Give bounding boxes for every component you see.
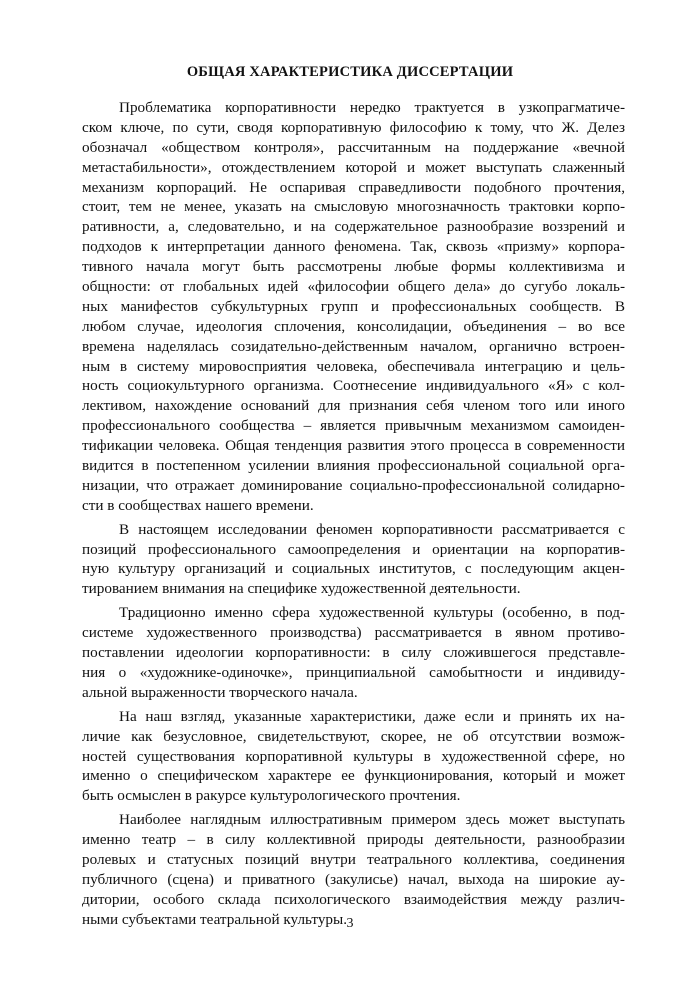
text-line: любом случае, идеология сплочения, консолидации, объединения – во все bbox=[82, 317, 625, 335]
text-line: подходов к интерпретации данного феномена. Так, сквозь «призму» корпора- bbox=[82, 238, 625, 256]
text-line: ния о «художнике-одиночке», принципиальной самобытности и индивиду- bbox=[82, 663, 625, 681]
text-line: метастабильности», отождествлением которой и может выступать слаженный bbox=[82, 158, 625, 176]
paragraph bbox=[82, 810, 625, 929]
text-line: именно театр – в силу коллективной природы деятельности, разнообразии bbox=[82, 831, 625, 849]
text-line: ных манифестов субкультурных групп и профессиональных сообществ. В bbox=[82, 297, 625, 315]
page-title: ОБЩАЯ ХАРАКТЕРИСТИКА ДИССЕРТАЦИИ bbox=[186, 64, 514, 80]
text-line: ную культуру организаций и социальных институтов, с последующим акцен- bbox=[82, 560, 625, 578]
text-line: личие как безусловное, свидетельствуют, скорее, не об отсутствии возмож- bbox=[82, 727, 625, 745]
text-line: именно о специфическом характере ее функционирования, который и может bbox=[82, 767, 625, 785]
text-line: Наиболее наглядным иллюстративным примером здесь может выступать bbox=[119, 811, 625, 829]
text-line: ском ключе, по сути, сводя корпоративную философию к тому, что Ж. Делез bbox=[82, 118, 625, 136]
text-line: В настоящем исследовании феномен корпоративности рассматривается с bbox=[119, 520, 625, 538]
text-line: позиций профессионального самоопределения и ориентации на корпоратив- bbox=[82, 540, 625, 558]
text-line: механизм корпораций. Не оспаривая справедливости подобного прочтения, bbox=[82, 178, 625, 196]
text-line: альной выраженности творческого начала. bbox=[82, 683, 358, 701]
text-line: стоит, тем не менее, указать на смысловую многозначность трактовки корпо- bbox=[82, 198, 625, 216]
text-line: Проблематика корпоративности нередко трактуется в узкопрагматиче- bbox=[119, 99, 625, 116]
paragraph bbox=[82, 520, 625, 600]
text-line: профессионального сообщества – является привычным механизмом самоиден- bbox=[82, 417, 625, 435]
page-number: 3 bbox=[346, 916, 354, 931]
text-line: тификации человека. Общая тенденция развития этого процесса в современности bbox=[82, 437, 625, 455]
text-line: ным в систему мировосприятия человека, обеспечивала интеграцию и цель- bbox=[82, 357, 625, 375]
text-line: На наш взгляд, указанные характеристики, даже если и принять их на- bbox=[119, 707, 625, 725]
paragraph bbox=[82, 98, 625, 516]
text-line: ролевых и статусных позиций внутри театрального коллектива, соединения bbox=[82, 850, 625, 868]
text-line: дитории, особого склада психологического взаимодействия между различ- bbox=[82, 890, 625, 908]
text-line: публичного (сцена) и приватного (закулисье) начал, выхода на широкие ау- bbox=[82, 870, 625, 888]
text-line: тированием внимания на специфике художественной деятельности. bbox=[82, 580, 521, 598]
text-line: сти в сообществах нашего времени. bbox=[82, 496, 314, 514]
paragraph bbox=[82, 603, 625, 702]
text-line: низации, что отражает доминирование социально-профессиональной солидарно- bbox=[82, 476, 625, 494]
text-line: системе художественного производства) рассматривается в явном противо- bbox=[82, 624, 625, 642]
text-line: ность социокультурного организма. Соотнесение индивидуального «Я» с кол- bbox=[82, 377, 625, 395]
text-line: быть осмыслен в ракурсе культурологического прочтения. bbox=[82, 787, 461, 805]
paragraph bbox=[82, 707, 625, 806]
text-line: общности: от глобальных идей «философии общего дела» до сугубо локаль- bbox=[82, 278, 625, 296]
text-line: обозначал «обществом контроля», рассчитанным на поддержание «вечной bbox=[82, 138, 625, 156]
text-line: ративности, а, следовательно, и на содержательное разнообразие воззрений и bbox=[82, 218, 625, 236]
text-line: лективом, нахождение оснований для признания себя членом того или иного bbox=[82, 397, 625, 415]
text-line: ностей существования корпоративной культуры в художественной сфере, но bbox=[82, 747, 625, 765]
text-line: поставлении идеологии корпоративности: в силу сложившегося представле- bbox=[82, 644, 625, 662]
text-line: ными субъектами театральной культуры. bbox=[82, 910, 348, 928]
text-line: времена наделялась созидательно-действенным началом, органично встроен- bbox=[82, 337, 625, 355]
text-line: тивного начала могут быть рассмотрены любые формы коллективизма и bbox=[82, 258, 625, 276]
text-line: видится в постепенном усилении влияния профессиональной социальной орга- bbox=[82, 457, 625, 475]
body-text bbox=[82, 98, 625, 930]
text-line: Традиционно именно сфера художественной культуры (особенно, в под- bbox=[119, 604, 625, 622]
